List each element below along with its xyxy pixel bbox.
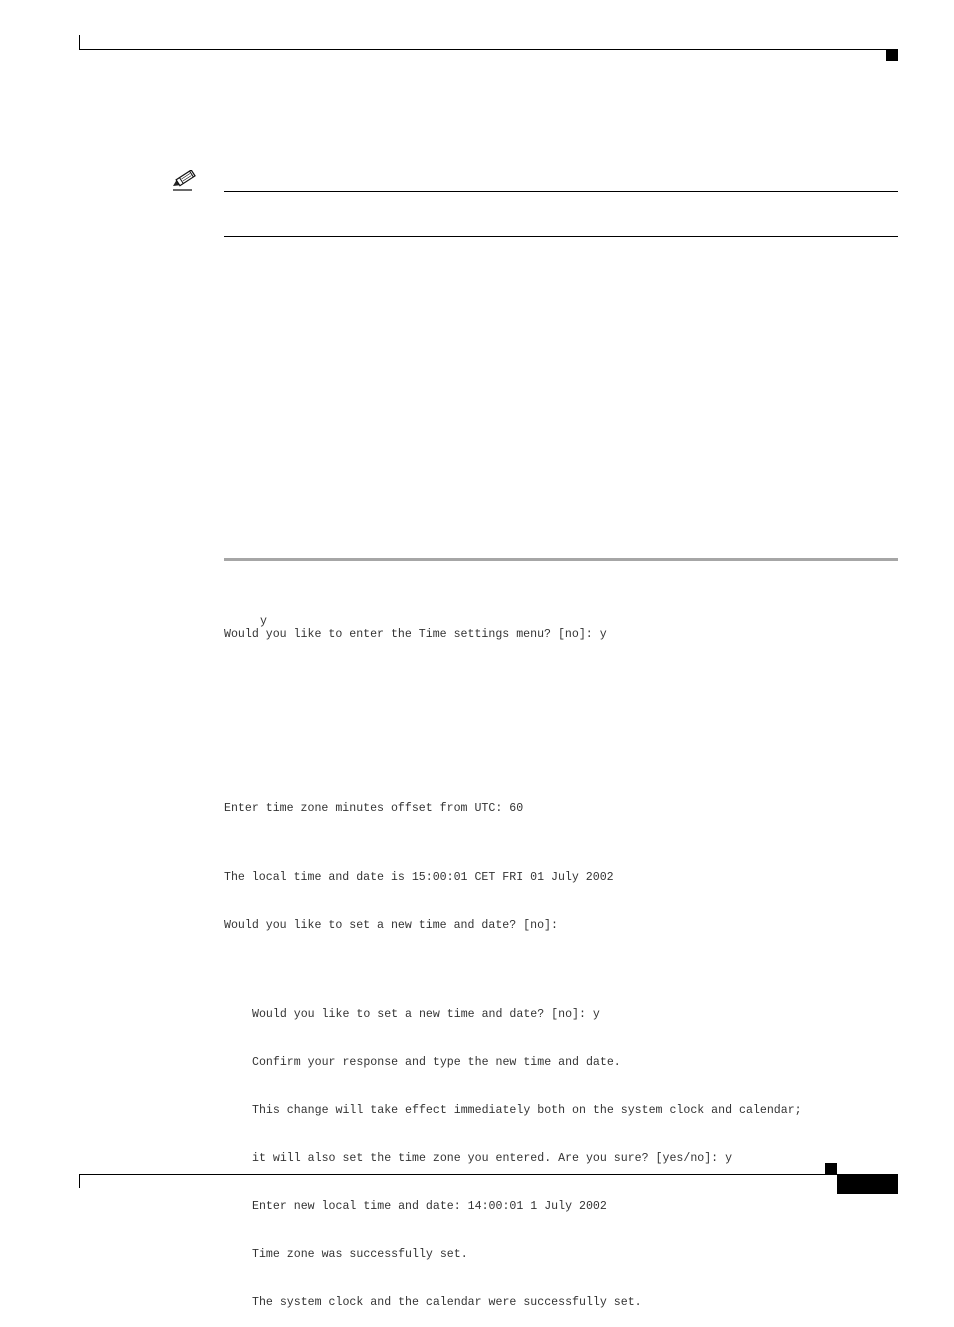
code-line: it will also set the time zone you entered. Are you sure? [yes/no]: y <box>252 1152 733 1165</box>
step-rule <box>224 558 898 561</box>
code-line: Would you like to set a new time and date? [no]: y <box>252 1008 600 1021</box>
code-line: The system clock and the calendar were successfully set. <box>252 1296 642 1309</box>
note-top-rule <box>224 191 898 192</box>
header-rule <box>79 49 898 50</box>
time-menu-answer: y <box>260 615 267 628</box>
code-line: Enter new local time and date: 14:00:01 1 July 2002 <box>252 1200 607 1213</box>
footer-rule <box>79 1174 898 1175</box>
code-line: Confirm your response and type the new time and date. <box>252 1056 621 1069</box>
utc-offset-prompt <box>224 769 523 833</box>
set-time-session <box>252 975 802 1327</box>
header-marker <box>886 50 898 61</box>
code-line: This change will take effect immediately both on the system clock and calendar; <box>252 1104 802 1117</box>
code-line: Would you like to set a new time and date? [no]: <box>224 919 558 932</box>
code-line: Time zone was successfully set. <box>252 1248 468 1261</box>
header-left-bar <box>79 35 80 50</box>
page-number-tab <box>837 1175 898 1194</box>
code-line: The local time and date is 15:00:01 CET FRI 01 July 2002 <box>224 871 614 884</box>
local-time-prompt <box>224 838 614 950</box>
note-icon <box>170 170 200 194</box>
time-menu-prompt <box>224 595 607 659</box>
code-line: Would you like to enter the Time settings menu? [no]: y <box>224 628 607 641</box>
note-bottom-rule <box>224 236 898 237</box>
code-line: Enter time zone minutes offset from UTC: 60 <box>224 802 524 815</box>
footer-left-bar <box>79 1174 80 1188</box>
